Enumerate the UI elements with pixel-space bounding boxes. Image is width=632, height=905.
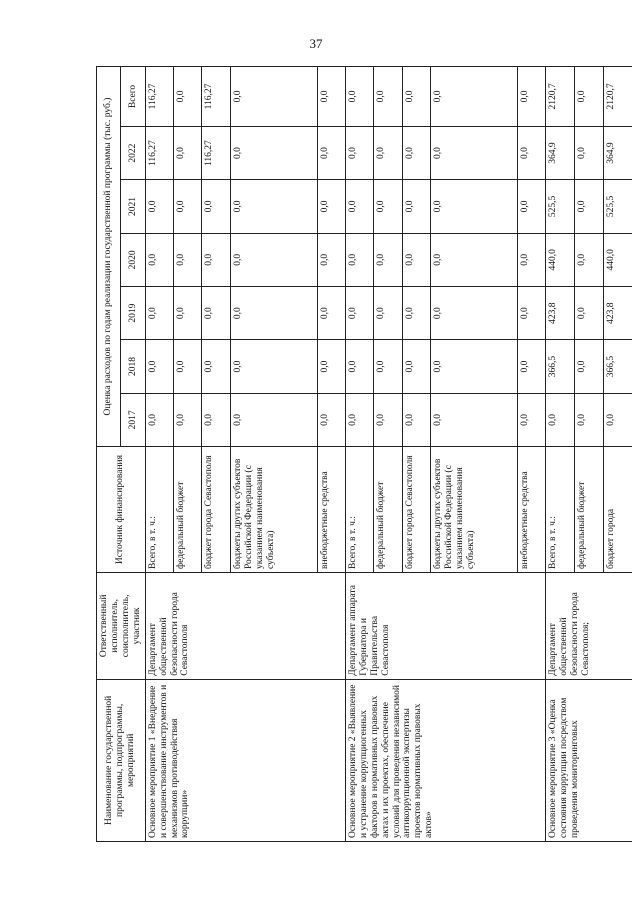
total-value: 0,0 [430, 67, 517, 127]
year-value: 0,0 [374, 393, 402, 446]
year-value: 0,0 [202, 340, 230, 393]
year-value: 0,0 [202, 180, 230, 233]
header-source: Источник финансирования [97, 447, 146, 573]
year-value: 0,0 [517, 180, 545, 233]
year-value: 0,0 [574, 393, 603, 446]
year-value: 116,27 [145, 126, 173, 179]
year-value: 0,0 [574, 286, 603, 339]
measure-name: Основное мероприятие 1 «Внедрение и совершенствование инструментов и механизмов противодействия коррупции» [145, 679, 345, 841]
funding-source: Всего, в т. ч.: [345, 447, 373, 573]
year-value: 0,0 [230, 286, 317, 339]
header-year: 2019 [121, 286, 145, 339]
year-value: 0,0 [174, 233, 202, 286]
header-year: 2017 [121, 393, 145, 446]
year-value: 0,0 [402, 393, 430, 446]
year-value: 0,0 [574, 180, 603, 233]
total-value: 0,0 [374, 67, 402, 127]
year-value: 0,0 [345, 180, 373, 233]
table-row [546, 67, 575, 842]
expenses-table [96, 66, 632, 842]
year-value: 0,0 [374, 286, 402, 339]
funding-source: Всего, в т. ч.: [145, 447, 173, 573]
year-value: 0,0 [517, 286, 545, 339]
header-year: 2018 [121, 340, 145, 393]
year-value: 0,0 [317, 233, 345, 286]
total-value: 0,0 [230, 67, 317, 127]
year-value: 0,0 [345, 126, 373, 179]
total-value: 2120,7 [603, 67, 632, 127]
year-value: 0,0 [230, 180, 317, 233]
year-value: 0,0 [230, 126, 317, 179]
year-value: 0,0 [230, 340, 317, 393]
header-estimate: Оценка расходов по годам реализации государственной программы (тыс. руб.) [97, 67, 121, 447]
measure-name: Основное мероприятие 3 «Оценка состояния коррупции посредством проведения мониторинговых [546, 679, 632, 841]
funding-source: бюджет города Севастополя [202, 447, 230, 573]
funding-source: бюджеты других субъектов Российской Федерации (с указанием наименования субъекта) [230, 447, 317, 573]
funding-source: Всего, в т. ч.: [546, 447, 575, 573]
year-value: 0,0 [374, 180, 402, 233]
year-value: 0,0 [345, 340, 373, 393]
year-value: 0,0 [202, 233, 230, 286]
year-value: 0,0 [345, 233, 373, 286]
funding-source: внебюджетные средства [517, 447, 545, 573]
funding-source: федеральный бюджет [174, 447, 202, 573]
year-value: 525,5 [603, 180, 632, 233]
funding-source: внебюджетные средства [317, 447, 345, 573]
year-value: 0,0 [402, 180, 430, 233]
year-value: 0,0 [517, 340, 545, 393]
funding-source: федеральный бюджет [374, 447, 402, 573]
year-value: 116,27 [202, 126, 230, 179]
year-value: 440,0 [546, 233, 575, 286]
year-value: 525,5 [546, 180, 575, 233]
responsible-executor: Департамент общественной безопасности города Севастополя; [546, 573, 632, 680]
table-row [145, 67, 173, 842]
measure-name: Основное мероприятие 2 «Выявление и устранение коррупциогенных факторов в нормативных правовых актах и их проектах, обеспечение условий для проведения независимой антикоррупционной экспертизы проектов нормативных правовых актов» [345, 679, 545, 841]
total-value: 0,0 [174, 67, 202, 127]
year-value: 364,9 [603, 126, 632, 179]
year-value: 0,0 [145, 286, 173, 339]
year-value: 0,0 [317, 180, 345, 233]
table-body [145, 67, 632, 842]
year-value: 0,0 [517, 393, 545, 446]
year-value: 0,0 [430, 180, 517, 233]
year-value: 0,0 [317, 340, 345, 393]
year-value: 364,9 [546, 126, 575, 179]
year-value: 366,5 [603, 340, 632, 393]
year-value: 0,0 [145, 180, 173, 233]
funding-source: федеральный бюджет [574, 447, 603, 573]
header-year: 2020 [121, 233, 145, 286]
year-value: 366,5 [546, 340, 575, 393]
total-value: 0,0 [574, 67, 603, 127]
total-value: 0,0 [517, 67, 545, 127]
year-value: 0,0 [430, 233, 517, 286]
header-year: 2021 [121, 180, 145, 233]
year-value: 0,0 [402, 233, 430, 286]
total-value: 116,27 [202, 67, 230, 127]
table-row [345, 67, 373, 842]
year-value: 0,0 [430, 393, 517, 446]
year-value: 0,0 [574, 233, 603, 286]
funding-source: бюджет города Севастополя [402, 447, 430, 573]
year-value: 0,0 [145, 233, 173, 286]
year-value: 0,0 [603, 393, 632, 446]
year-value: 0,0 [430, 340, 517, 393]
year-value: 0,0 [574, 126, 603, 179]
year-value: 0,0 [174, 340, 202, 393]
header-total: Всего [121, 67, 145, 127]
year-value: 0,0 [430, 286, 517, 339]
year-value: 423,8 [546, 286, 575, 339]
year-value: 0,0 [202, 393, 230, 446]
year-value: 0,0 [145, 393, 173, 446]
header-name: Наименование государственной программы, подпрограммы, мероприятий [97, 679, 146, 841]
responsible-executor: Департамент общественной безопасности города Севастополя [145, 573, 345, 680]
year-value: 0,0 [574, 340, 603, 393]
year-value: 0,0 [374, 126, 402, 179]
year-value: 0,0 [402, 126, 430, 179]
total-value: 2120,7 [546, 67, 575, 127]
total-value: 0,0 [402, 67, 430, 127]
total-value: 0,0 [317, 67, 345, 127]
page-number: 37 [309, 36, 323, 51]
rotated-table-wrapper [96, 66, 616, 842]
year-value: 0,0 [230, 233, 317, 286]
year-value: 0,0 [517, 233, 545, 286]
year-value: 0,0 [374, 233, 402, 286]
header-year: 2022 [121, 126, 145, 179]
year-value: 0,0 [345, 286, 373, 339]
year-value: 0,0 [230, 393, 317, 446]
funding-source: бюджет города [603, 447, 632, 573]
responsible-executor: Департамент аппарата Губернатора и Правительства Севастополя [345, 573, 545, 680]
year-value: 0,0 [317, 393, 345, 446]
year-value: 0,0 [430, 126, 517, 179]
year-value: 0,0 [402, 286, 430, 339]
year-value: 0,0 [374, 340, 402, 393]
year-value: 0,0 [317, 286, 345, 339]
year-value: 440,0 [603, 233, 632, 286]
year-value: 0,0 [517, 126, 545, 179]
year-value: 0,0 [546, 393, 575, 446]
year-value: 0,0 [145, 340, 173, 393]
header-responsible: Ответственный исполнитель, соисполнитель, участник [97, 573, 146, 680]
year-value: 0,0 [174, 126, 202, 179]
year-value: 423,8 [603, 286, 632, 339]
year-value: 0,0 [202, 286, 230, 339]
total-value: 116,27 [145, 67, 173, 127]
year-value: 0,0 [317, 126, 345, 179]
year-value: 0,0 [174, 180, 202, 233]
funding-source: бюджеты других субъектов Российской Федерации (с указанием наименования субъекта) [430, 447, 517, 573]
year-value: 0,0 [174, 393, 202, 446]
year-value: 0,0 [174, 286, 202, 339]
year-value: 0,0 [345, 393, 373, 446]
year-value: 0,0 [402, 340, 430, 393]
total-value: 0,0 [345, 67, 373, 127]
